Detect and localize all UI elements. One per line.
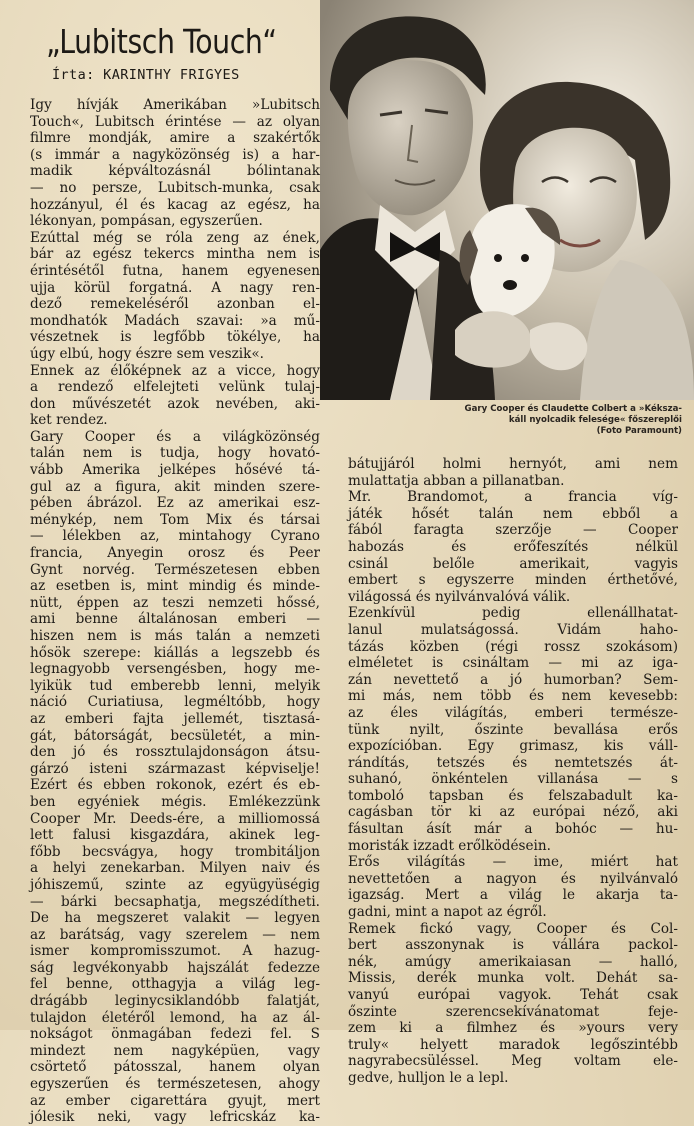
- text-line: érintésétől futna, hanem egyenesen: [30, 262, 320, 279]
- text-line: legnagyobb versengésben, hogy me-: [30, 661, 320, 678]
- text-line: gedve, hulljon le a lepl.: [348, 1069, 509, 1086]
- text-line: jólesik neki, vagy lefricskáz ka-: [30, 1109, 320, 1126]
- film-still-illustration: [320, 0, 694, 400]
- text-line: lanul mulatságossá. Vidám haho-: [348, 621, 678, 638]
- text-line: ben egyéniek mégis. Emlékezzünk: [30, 793, 320, 810]
- text-line: tomboló tapsban és felszabadult ka-: [348, 787, 678, 804]
- text-line: — no persze, Lubitsch-munka, csak: [30, 179, 320, 196]
- text-line: Igy hívják Amerikában »Lubitsch: [30, 97, 320, 113]
- text-line: madik képváltozásnál bólintanak: [30, 163, 320, 180]
- text-line: — bárki becsaphatja, megszédítheti.: [30, 893, 320, 910]
- text-line: don művészetét azok nevében, aki-: [30, 395, 320, 412]
- text-line: zem ki a filmhez és »yours very: [348, 1020, 678, 1037]
- text-line: bert asszonynak is vállára packol-: [348, 937, 678, 954]
- text-line: ismer kompromisszumot. A hazug-: [30, 943, 320, 960]
- text-line: talán nem is tudja, hogy hovató-: [30, 445, 320, 462]
- caption-line: (Foto Paramount): [596, 426, 682, 436]
- text-line: moristák izzadt erőlködésein.: [348, 837, 551, 854]
- text-line: hozzányul, él és kacag az egész, ha: [30, 196, 320, 213]
- text-line: náció Curiatiusa, legméltóbb, hogy: [30, 694, 320, 711]
- text-line: ság legvékonyabb hajszálát fedezze: [30, 959, 320, 976]
- text-line: (s immár a nagyközönség is) a har-: [30, 146, 320, 163]
- text-line: gul az a figura, akit minden szere-: [30, 478, 320, 495]
- text-line: csörtető pátosszal, hanem olyan: [30, 1059, 320, 1076]
- text-line: főbb becsvágya, hogy trombitáljon: [30, 843, 320, 860]
- text-line: nagyrabecsüléssel. Meg voltam ele-: [348, 1053, 678, 1070]
- text-line: mulattatja abban a pillanatban.: [348, 472, 565, 489]
- text-line: hiszen nem is más talán a nemzeti: [30, 628, 320, 644]
- text-line: jóhiszemű, szinte az együgyüségig: [30, 876, 320, 893]
- text-line: nütt, éppen az teszi nemzeti hőssé,: [30, 594, 320, 611]
- text-line: Ezért és ebben rokonok, ezért és eb-: [30, 777, 320, 794]
- text-line: ami benne általánosan emberi —: [30, 611, 320, 628]
- text-line: rándítás, tetszés és nemtetszés át-: [348, 754, 678, 771]
- text-line: nevettetően a nagyon és nyilvánvaló: [348, 870, 678, 887]
- text-line: egyszerűen és természetesen, ahogy: [30, 1076, 320, 1093]
- text-line: világossá és nyilvánvalóvá válik.: [348, 588, 571, 605]
- text-line: Gynt norvég. Természetesen ebben: [30, 561, 320, 578]
- text-line: Remek fickó vagy, Cooper és Col-: [348, 920, 678, 937]
- text-line: az esetben is, mint mindig és minde-: [30, 578, 320, 595]
- text-line: dező remekeléséről azonban el-: [30, 296, 320, 313]
- text-line: csinál belőle amerikait, vagyis: [348, 555, 678, 572]
- text-line: lékonyan, pompásan, egyszerűen.: [30, 213, 263, 230]
- text-line: elméletet is csináltam — mi az iga-: [348, 655, 678, 672]
- text-line: az barátság, vagy szerelem — nem: [30, 926, 320, 943]
- text-line: hősök szerepe: kiállás a legszebb és: [30, 644, 320, 661]
- text-line: fából faragta szerzője — Cooper: [348, 522, 678, 539]
- text-line: Missis, derék munka volt. Dehát sa-: [348, 970, 678, 987]
- text-line: igazság. Mert a világ le akarja ta-: [348, 887, 678, 904]
- text-line: den jó és rossztulajdonságon átsu-: [30, 744, 320, 761]
- text-line: expozícióban. Egy grimasz, kis váll-: [348, 738, 678, 755]
- text-line: bátujjáról holmi hernyót, ami nem: [348, 456, 678, 472]
- text-line: De ha megszeret valakit — legyen: [30, 910, 320, 927]
- article-right-column: [348, 456, 678, 1087]
- text-line: nék, amúgy amerikaiasan — halló,: [348, 953, 678, 970]
- article-byline: Írta: KARINTHY FRIGYES: [52, 67, 240, 83]
- text-line: Ennek az élőképnek az a vicce, hogy: [30, 362, 320, 379]
- text-line: Ezúttal még se róla zeng az ének,: [30, 229, 320, 246]
- text-line: truly« helyett maradok legőszintébb: [348, 1036, 678, 1053]
- text-line: mindezt nem nagyképüen, vagy: [30, 1042, 320, 1059]
- text-line: filmre mondják, amire a szakértők: [30, 130, 320, 147]
- text-line: gárzó isteni származast képviselje!: [30, 760, 320, 777]
- text-line: tázás közben (régi rossz szokásom): [348, 638, 678, 655]
- caption-line: Gary Cooper és Claudette Colbert a »Kéksza-: [464, 404, 682, 414]
- caption-line: káll nyolcadik felesége« főszereplői: [508, 415, 682, 425]
- text-line: az éles világítás, emberi természe-: [348, 704, 678, 721]
- text-line: tulajdon életéről lemond, ha az ál-: [30, 1009, 320, 1026]
- text-line: az ember cigarettára gyujt, mert: [30, 1092, 320, 1109]
- text-line: ujja körül forgatná. A nagy ren-: [30, 279, 320, 296]
- text-line: Gary Cooper és a világközönség: [30, 428, 320, 445]
- text-line: bár az egész tekercs mintha nem is: [30, 246, 320, 263]
- text-line: lett falusi kisgazdára, akinek leg-: [30, 827, 320, 844]
- text-line: Touch«, Lubitsch érintése — az olyan: [30, 113, 320, 130]
- text-line: a rendező elfelejteti velünk tulaj-: [30, 379, 320, 396]
- text-line: lyikük tud emberebb lenni, melyik: [30, 677, 320, 694]
- text-line: a helyi zenekarban. Milyen naiv és: [30, 860, 320, 877]
- text-line: ménykép, nem Tom Mix és társai: [30, 511, 320, 528]
- text-line: habozás és erőfeszítés nélkül: [348, 538, 678, 555]
- text-line: cagásban tör ki az európai néző, aki: [348, 804, 678, 821]
- article-title: „Lubitsch Touch“: [46, 22, 277, 61]
- text-line: mi más, nem több és nem kevesebb:: [348, 688, 678, 705]
- text-line: drágább leginycsiklandóbb falatját,: [30, 993, 320, 1010]
- text-line: vább Amerika jelképes hősévé tá-: [30, 462, 320, 479]
- text-line: tünk nyilt, őszinte bevallása erős: [348, 721, 678, 738]
- text-line: gadni, mint a napot az égről.: [348, 904, 547, 921]
- text-line: — lélekben az, mintahogy Cyrano: [30, 528, 320, 545]
- text-line: az emberi fajta jellemét, tisztasá-: [30, 710, 320, 727]
- text-line: zán nevettető a jó humorban? Sem-: [348, 671, 678, 688]
- text-line: pében ábrázol. Ez az amerikai esz-: [30, 495, 320, 512]
- text-line: fásultan ásít már a bohóc — hu-: [348, 821, 678, 838]
- text-line: mondhatók Madách szavai: »a mű-: [30, 312, 320, 329]
- text-line: őszinte szerencsekívánatomat feje-: [348, 1003, 678, 1020]
- text-line: vészetnek is legfőbb tökélye, ha: [30, 329, 320, 346]
- article-left-column: [30, 97, 320, 1126]
- text-line: Cooper Mr. Deeds-ére, a milliomossá: [30, 810, 320, 827]
- text-line: fel benne, otthagyja a világ leg-: [30, 976, 320, 993]
- text-line: Erős világítás — ime, miért hat: [348, 854, 678, 871]
- text-line: gát, bátorságát, becsületét, a min-: [30, 727, 320, 744]
- text-line: suhanó, önkéntelen villanása — s: [348, 771, 678, 788]
- photo-caption: [322, 404, 682, 437]
- text-line: Ezenkívül pedig ellenállhatat-: [348, 605, 678, 622]
- text-line: Mr. Brandomot, a francia víg-: [348, 489, 678, 506]
- text-line: játék hősét talán nem ebből a: [348, 505, 678, 522]
- text-line: vanyú európai vagyok. Tehát csak: [348, 987, 678, 1003]
- text-line: embert s egyszerre minden érthetővé,: [348, 572, 678, 589]
- text-line: nokságot önmagában fedezi fel. S: [30, 1026, 320, 1043]
- text-line: francia, Anyegin orosz és Peer: [30, 545, 320, 562]
- text-line: úgy elbú, hogy észre sem veszik«.: [30, 345, 264, 362]
- film-still-photo: [320, 0, 694, 400]
- text-line: ket rendez.: [30, 412, 108, 429]
